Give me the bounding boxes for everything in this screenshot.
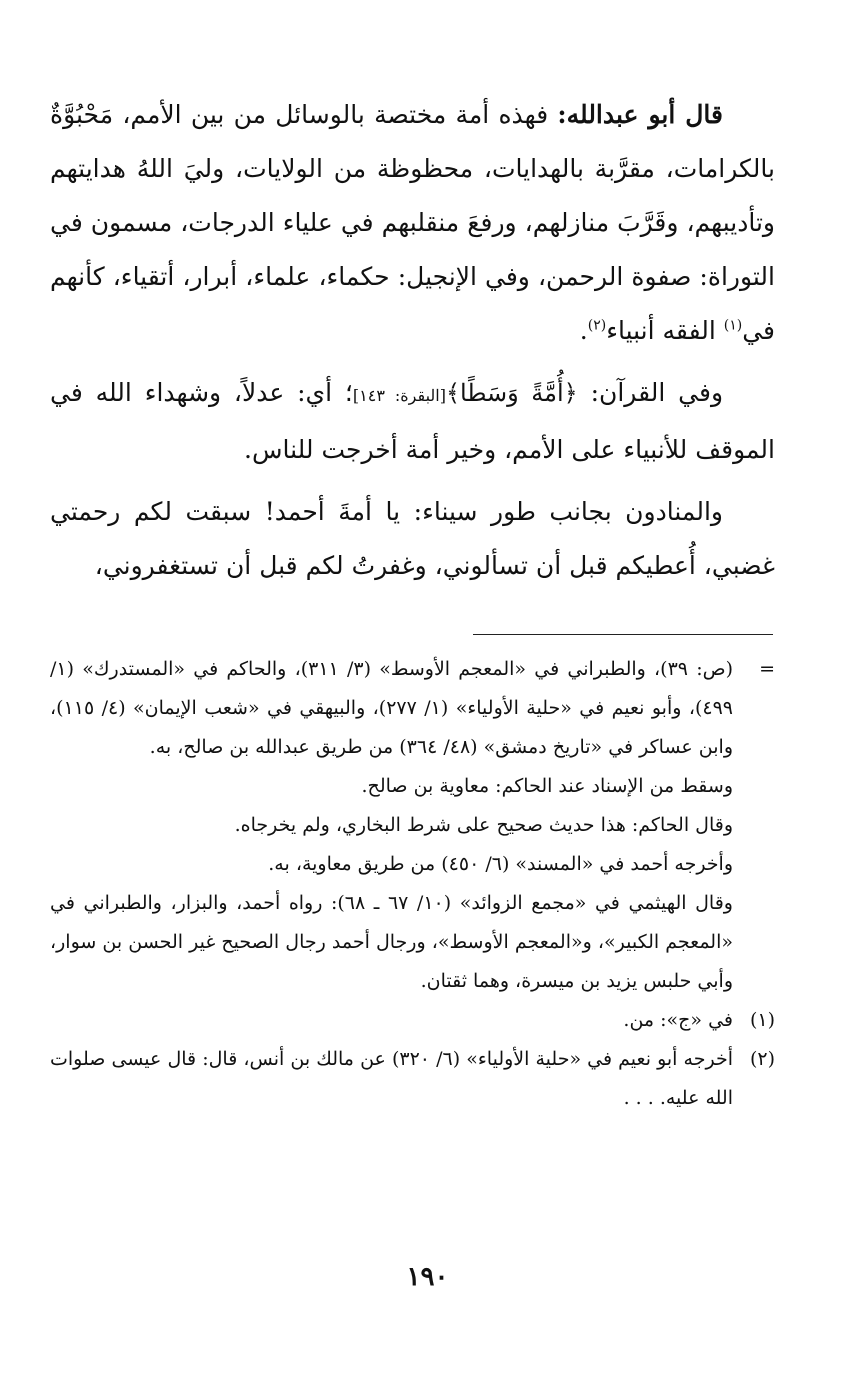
footnote-separator: [473, 634, 773, 635]
continuation-mark: =: [759, 658, 775, 680]
footnote-line-5: وقال الهيثمي في «مجمع الزوائد» (١٠/ ٦٧ ـ ٦٨): رواه أحمد، والبزار، والطبراني في «المعجم الكبير»، و«المعجم الأوسط»، ورجال أحمد رجال الصحيح غير الحسن بن سوار، وأبي حلبس يزيد بن ميسرة، وهما ثقتان.: [50, 892, 733, 992]
main-text-block: [50, 88, 775, 601]
quran-reference: [البقرة: ١٤٣]: [352, 386, 446, 405]
footnote-2-text: أخرجه أبو نعيم في «حلية الأولياء» (٦/ ٣٢٠) عن مالك بن أنس، قال: قال عيسى صلوات الله عليه. . . .: [50, 1048, 733, 1109]
footnote-1: [50, 1001, 775, 1040]
continuation-text: (ص: ٣٩)، والطبراني في «المعجم الأوسط» (٣/ ٣١١)، والحاكم في «المستدرك» (١/ ٤٩٩)، وأبو نعيم في «حلية الأولياء» (١/ ٢٧٧)، والبيهقي في «شعب الإيمان» (٤/ ١١٥)، وابن عساكر في «تاريخ دمشق» (٤٨/ ٣٦٤) من طريق عبدالله بن صالح، به.: [50, 658, 733, 758]
paragraph-1-end: .: [579, 316, 588, 345]
footnote-ref-1[interactable]: (١): [723, 317, 743, 334]
footnote-2-mark: (٢): [749, 1048, 775, 1070]
footnote-1-text: في «ج»: من.: [623, 1009, 733, 1031]
main-body: [50, 88, 775, 593]
paragraph-1-text: فهذه أمة مختصة بالوسائل من بين الأمم، مَحْبُوَّةٌ بالكرامات، مقرَّبة بالهدايات، محظوظة من الولايات، وليَ اللهُ هدايتهم وتأديبهم، وقَرَّبَ منازلهم، ورفعَ منقلبهم في علياء الدرجات، مسمون في التوراة: صفوة الرحمن، وفي الإنجيل: حكماء، علماء، أبرار، أتقياء، كأنهم في: [50, 100, 775, 345]
speaker-name: قال أبو عبدالله:: [557, 100, 724, 129]
page-number: ١٩٠: [406, 1262, 449, 1292]
footnote-line-2: وسقط من الإسناد عند الحاكم: معاوية بن صالح.: [361, 775, 733, 797]
paragraph-2-start: وفي القرآن:: [577, 378, 724, 407]
paragraph-1: [50, 88, 775, 358]
footnote-1-mark: (١): [749, 1009, 775, 1031]
paragraph-3: والمنادون بجانب طور سيناء: يا أمةَ أحمد! سبقت لكم رحمتي غضبي، أُعطيكم قبل أن تسألوني، وغفرتُ لكم قبل أن تستغفروني،: [50, 497, 775, 580]
paragraph-2: [50, 366, 775, 477]
paragraph-1-text-2: الفقه أنبياء: [606, 316, 724, 345]
footnotes-section: [50, 650, 775, 1118]
footnote-line-3: وقال الحاكم: هذا حديث صحيح على شرط البخاري، ولم يخرجاه.: [234, 814, 733, 836]
footnote-continuation: [50, 650, 775, 767]
footnote-line-4: وأخرجه أحمد في «المسند» (٦/ ٤٥٠) من طريق معاوية، به.: [268, 853, 733, 875]
footnote-2: [50, 1040, 775, 1118]
footnote-ref-2[interactable]: (٢): [587, 317, 607, 334]
quran-verse: ﴿أُمَّةً وَسَطًا﴾: [445, 379, 578, 407]
paragraph-2-rest: ؛ أي: عدلاً، وشهداء الله في الموقف للأنبياء على الأمم، وخير أمة أخرجت للناس.: [50, 378, 775, 464]
